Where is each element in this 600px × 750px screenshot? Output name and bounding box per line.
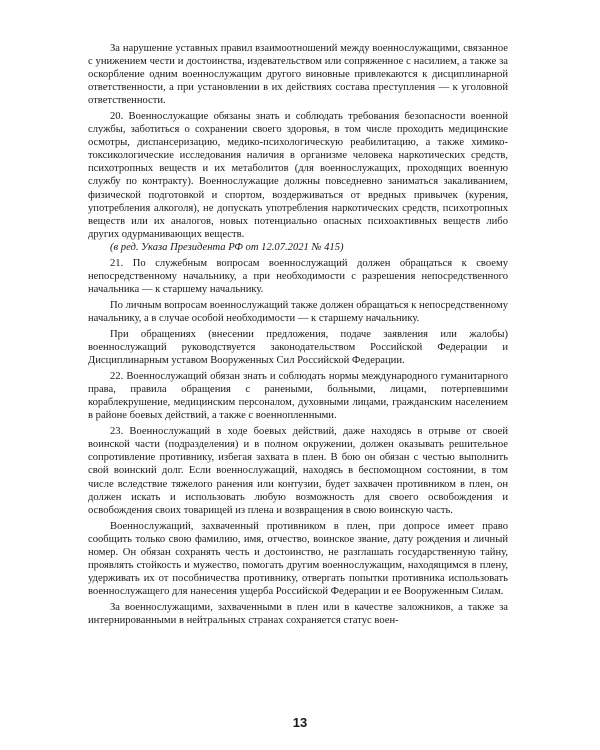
paragraph-hazing-liability: За нарушение уставных правил взаимоотношений между военнослужащими, связанное с унижением чести и достоинства, издевательством или сопряженное с насилием, а также за оскорбление одним военнослужащим другого виновные привлекаются к дисциплинарной ответственности, а при установлении в их действиях состава преступления — к уголовной ответственности. bbox=[88, 43, 508, 107]
paragraph-21-service-questions: 21. По служебным вопросам военнослужащий должен обращаться к своему непосредственному начальнику, а при необходимости с разрешения непосредственного начальника — к старшему начальнику. bbox=[88, 257, 508, 295]
page-number: 13 bbox=[292, 715, 308, 730]
amendment-note: (в ред. Указа Президента РФ от 12.07.2021 № 415) bbox=[110, 241, 344, 253]
document-body bbox=[88, 42, 508, 630]
paragraph-23-combat: 23. Военнослужащий в ходе боевых действий, даже находясь в отрыве от своей воинской части (подразделения) и в полном окружении, должен оказывать решительное сопротивление противнику, избегая захвата в плен. В бою он обязан с честью выполнить свой воинский долг. Если военнослужащий, находясь в беспомощном состоянии, в том числе вследствие тяжелого ранения или контузии, будет захвачен противником в плен, он должен искать и использовать любую возможность для своего освобождения и освобождения своих товарищей из плена и возвращения в свою воинскую часть. bbox=[88, 426, 508, 516]
paragraph-appeals: При обращениях (внесении предложения, подаче заявления или жалобы) военнослужащий руководствуется законодательством Российской Федерации и Дисциплинарным уставом Вооруженных Сил Российской Федерации. bbox=[88, 328, 508, 367]
paragraph-captivity-conduct: Военнослужащий, захваченный противником в плен, при допросе имеет право сообщить только свою фамилию, имя, отчество, воинское звание, дату рождения и личный номер. Он обязан сохранять честь и достоинство, не разглашать государственную тайну, проявлять стойкость и мужество, помогать другим военнослужащим, находящимся в плену, удерживать их от пособничества противнику, отвергать попытки противника использовать военнослужащего для нанесения ущерба Российской Федерации и ее Вооруженным Силам. bbox=[88, 520, 508, 597]
paragraph-status-retained: За военнослужащими, захваченными в плен или в качестве заложников, а также за интернированными в нейтральных странах сохраняется статус воен- bbox=[88, 601, 508, 626]
paragraph-personal-questions: По личным вопросам военнослужащий также должен обращаться к непосредственному начальнику, а в случае особой необходимости — к старшему начальнику. bbox=[88, 299, 508, 324]
paragraph-20-safety: 20. Военнослужащие обязаны знать и соблюдать требования безопасности военной службы, заботиться о сохранении своего здоровья, в том числе проходить медицинские осмотры, диспансеризацию, медико-психологическую реабилитацию, а также химико-токсикологические исследования наличия в организме человека наркотических средств, психотропных веществ и их метаболитов (для военнослужащих, проходящих военную службу по контракту). Военнослужащие должны повседневно заниматься закаливанием, физической подготовкой и спортом, воздерживаться от вредных привычек (курения, употребления алкоголя), не допускать употребления наркотических средств, психотропных веществ или их аналогов, новых потенциально опасных психоактивных веществ либо других одурманивающих веществ. bbox=[88, 111, 508, 240]
paragraph-22-humanitarian-law: 22. Военнослужащий обязан знать и соблюдать нормы международного гуманитарного права, правила обращения с ранеными, больными, лицами, потерпевшими кораблекрушение, медицинским персоналом, духовными лицами, гражданским населением в районе боевых действий, а также с военнопленными. bbox=[88, 371, 508, 422]
